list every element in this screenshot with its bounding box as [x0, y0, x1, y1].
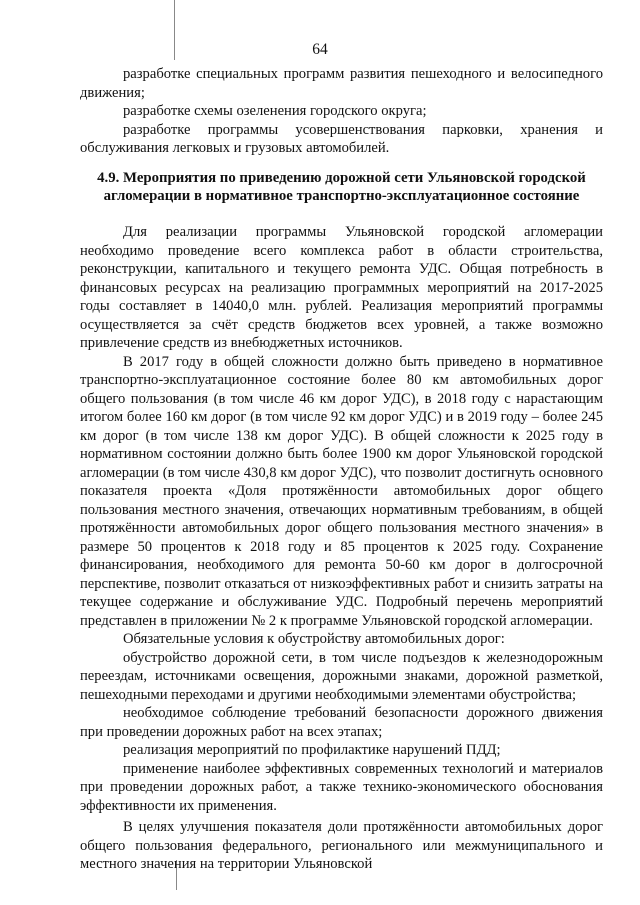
list-item: обустройство дорожной сети, в том числе подъездов к железнодорожным переездам, источниками освещения, дорожными знаками, дорожной разметкой, пешеходными переходами и другими необходимыми элементами обустройства; [80, 649, 603, 703]
list-item: разработке специальных программ развития пешеходного и велосипедного движения; [80, 66, 603, 101]
list-item: применение наиболее эффективных современных технологий и материалов при проведении дорожных работ, а также технико-экономического обоснования эффективности их применения. [80, 760, 603, 814]
section-heading: 4.9. Мероприятия по приведению дорожной сети Ульяновской городской агломерации в нормативное транспортно-эксплуатационное состояние [97, 170, 586, 204]
page-number: 64 [312, 41, 328, 58]
list-item: реализация мероприятий по профилактике нарушений ПДД; [123, 742, 501, 758]
paragraph: В 2017 году в общей сложности должно быть приведено в нормативное транспортно-эксплуатационное состояние более 80 км автомобильных дорог общего пользования (в том числе 46 км дорог УДС), в 2018 году с нарастающим итогом более 160 км дорог (в том числе 92 км дорог УДС) и в 2019 году – более 245 км дорог (в том числе 138 км дорог УДС). В общей сложности к 2025 году в нормативном состоянии должно быть более 1900 км дорог Ульяновской городской агломерации (в том числе 430,8 км дорог УДС), что позволит достигнуть основного показателя проекта «Доля протяжённости автомобильных дорог общего пользования местного значения, отвечающих нормативным требованиям, в общей протяжённости автомобильных дорог общего пользования местного значения» в размере 50 процентов к 2018 году и 85 процентов к 2025 году. Сохранение финансирования, необходимого для ремонта 50-60 км дорог в долгосрочной перспективе, позволит отказаться от низкоэффективных работ и снизить затраты на текущее содержание и обслуживание УДС. Подробный перечень мероприятий представлен в приложении № 2 к программе Ульяновской городской агломерации. [80, 353, 603, 629]
list-item: разработке схемы озеленения городского округа; [123, 103, 427, 119]
paragraph: Для реализации программы Ульяновской городской агломерации необходимо проведение всего комплекса работ в области строительства, реконструкции, капитального и текущего ремонта УДС. Общая потребность в финансовых ресурсах на реализацию программных мероприятий на 2017-2025 годы составляет в 14040,0 млн. рублей. Реализация мероприятий программы осуществляется за счёт средств бюджетов всех уровней, а также возможно привлечение средств из внебюджетных источников. [80, 224, 603, 351]
list-continuation [80, 65, 603, 158]
paragraph: Обязательные условия к обустройству автомобильных дорог: [123, 631, 505, 647]
list-item: разработке программы усовершенствования парковки, хранения и обслуживания легковых и грузовых автомобилей. [80, 121, 603, 156]
paragraph: В целях улучшения показателя доли протяжённости автомобильных дорог общего пользования федерального, регионального или межмуниципального и местного значения на территории Ульяновской [80, 819, 603, 872]
list-item: необходимое соблюдение требований безопасности дорожного движения при проведении дорожных работ на всех этапах; [80, 705, 603, 740]
section-body [80, 223, 603, 874]
